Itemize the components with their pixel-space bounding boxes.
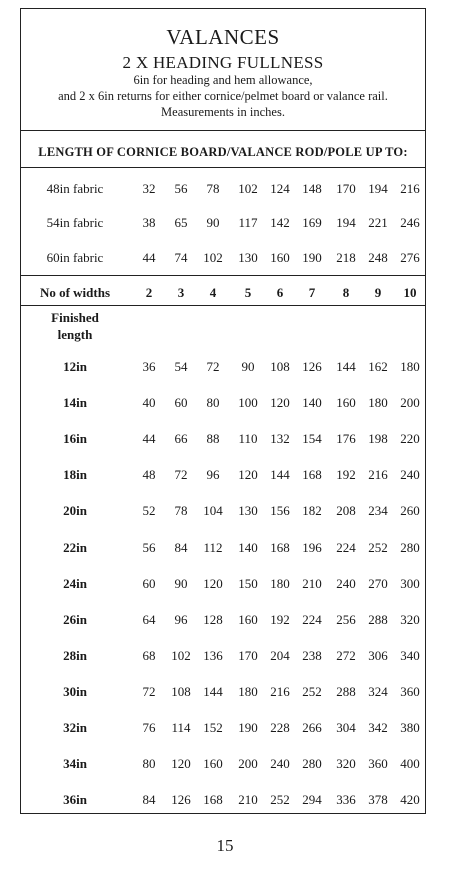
table-cell: 150 — [238, 575, 258, 591]
table-cell: 208 — [336, 503, 356, 519]
table-cell: 120 — [270, 395, 290, 411]
table-cell: 102 — [238, 181, 258, 196]
table-cell: 240 — [400, 467, 420, 483]
finished-label: Finished — [51, 310, 99, 325]
table-row — [21, 392, 425, 414]
table-cell: 194 — [368, 181, 388, 196]
table-cell: 80 — [142, 756, 156, 772]
table-cell: 198 — [368, 431, 388, 447]
table-cell: 182 — [302, 503, 322, 519]
table-cell: 276 — [400, 250, 420, 265]
finished-length-header — [21, 309, 129, 343]
table-cell: 3 — [177, 285, 185, 300]
table-cell: 78 — [174, 503, 188, 519]
table-cell: 56 — [142, 539, 156, 555]
row-label: 18in — [63, 467, 87, 483]
table-cell: 320 — [336, 756, 356, 772]
table-cell: 112 — [203, 539, 223, 555]
table-cell: 169 — [302, 215, 322, 230]
page-number: 15 — [216, 836, 234, 855]
table-cell: 104 — [203, 503, 223, 519]
table-cell: 78 — [206, 181, 220, 196]
table-cell: 272 — [336, 647, 356, 663]
table-cell: 65 — [174, 215, 188, 230]
row-label: 32in — [63, 720, 87, 735]
table-row — [21, 178, 425, 200]
row-label: 60in fabric — [46, 250, 104, 265]
table-cell: 44 — [142, 250, 156, 265]
row-label: 34in — [63, 756, 87, 772]
table-cell: 160 — [203, 756, 223, 772]
table-cell: 144 — [270, 467, 290, 483]
table-row — [21, 789, 425, 811]
table-cell: 32 — [142, 181, 156, 196]
table-cell: 224 — [336, 539, 356, 555]
table-row — [21, 500, 425, 522]
row-label: 20in — [63, 503, 87, 519]
table-cell: 142 — [270, 215, 290, 230]
table-cell: 126 — [302, 359, 322, 374]
table-cell: 288 — [336, 683, 356, 699]
table-cell: 56 — [174, 181, 188, 196]
table-row — [21, 753, 425, 775]
table-cell: 200 — [400, 395, 420, 411]
row-label: 54in fabric — [46, 215, 104, 230]
table-row — [21, 464, 425, 486]
table-cell: 170 — [238, 647, 258, 663]
table-cell: 74 — [174, 250, 188, 265]
table-cell: 294 — [302, 792, 322, 808]
table-cell: 54 — [174, 359, 188, 374]
row-label: 30in — [63, 683, 87, 699]
table-cell: 190 — [238, 720, 258, 735]
table-row — [21, 573, 425, 595]
table-cell: 218 — [336, 250, 356, 265]
table-cell: 130 — [238, 250, 258, 265]
table-cell: 80 — [206, 395, 220, 411]
page-title: VALANCES — [166, 25, 280, 49]
table-cell: 200 — [238, 756, 258, 772]
table-cell: 320 — [400, 611, 420, 627]
table-cell: 204 — [270, 647, 290, 663]
table-cell: 240 — [270, 756, 290, 772]
table-cell: 256 — [336, 611, 356, 627]
table-cell: 108 — [171, 683, 191, 699]
table-cell: 136 — [203, 647, 223, 663]
table-cell: 72 — [174, 467, 188, 483]
table-cell: 190 — [302, 250, 322, 265]
table-cell: 228 — [270, 720, 290, 735]
table-cell: 176 — [336, 431, 356, 447]
table-cell: 210 — [238, 792, 258, 808]
table-cell: 90 — [174, 575, 188, 591]
table-frame — [20, 8, 426, 814]
table-cell: 90 — [241, 359, 255, 374]
table-cell: 84 — [142, 792, 156, 808]
table-cell: 44 — [142, 431, 156, 447]
table-cell: 192 — [270, 611, 290, 627]
table-cell: 194 — [336, 215, 356, 230]
table-cell: 40 — [142, 395, 156, 411]
table-cell: 280 — [302, 756, 322, 772]
row-label: 36in — [63, 792, 87, 808]
table-cell: 38 — [142, 215, 156, 230]
table-cell: 266 — [302, 720, 322, 735]
table-cell: 48 — [142, 467, 156, 483]
table-cell: 72 — [142, 683, 156, 699]
table-cell: 100 — [238, 395, 258, 411]
table-cell: 154 — [302, 431, 322, 447]
table-cell: 378 — [368, 792, 388, 808]
table-cell: 340 — [400, 647, 420, 663]
table-row — [21, 717, 425, 739]
table-cell: 52 — [142, 503, 156, 519]
table-cell: 144 — [336, 359, 356, 374]
table-cell: 144 — [203, 683, 223, 699]
table-cell: 180 — [238, 683, 258, 699]
table-cell: 246 — [400, 215, 420, 230]
note-line-1: 6in for heading and hem allowance, — [133, 73, 313, 87]
table-cell: 280 — [400, 539, 420, 555]
divider — [21, 305, 425, 306]
table-cell: 192 — [336, 467, 356, 483]
row-label: 48in fabric — [46, 181, 104, 196]
table-cell: 260 — [400, 503, 420, 519]
table-cell: 156 — [270, 503, 290, 519]
table-cell: 180 — [270, 575, 290, 591]
table-cell: 88 — [206, 431, 220, 447]
table-cell: 140 — [238, 539, 258, 555]
table-cell: 180 — [400, 359, 420, 374]
table-cell: 128 — [203, 611, 223, 627]
table-cell: 64 — [142, 611, 156, 627]
table-cell: 2 — [145, 285, 153, 300]
table-cell: 9 — [374, 285, 382, 300]
table-cell: 240 — [336, 575, 356, 591]
table-cell: 342 — [368, 720, 388, 735]
row-label: No of widths — [39, 285, 111, 300]
row-label: 28in — [63, 647, 87, 663]
table-cell: 168 — [270, 539, 290, 555]
table-cell: 216 — [270, 683, 290, 699]
page-subtitle: 2 X HEADING FULLNESS — [122, 53, 324, 72]
table-cell: 76 — [142, 720, 156, 735]
table-cell: 36 — [142, 359, 156, 374]
divider — [21, 167, 425, 168]
table-cell: 102 — [171, 647, 191, 663]
table-cell: 120 — [171, 756, 191, 772]
table-cell: 108 — [270, 359, 290, 374]
note-line-3: Measurements in inches. — [161, 105, 285, 119]
table-cell: 400 — [400, 756, 420, 772]
table-cell: 221 — [368, 215, 388, 230]
table-cell: 168 — [302, 467, 322, 483]
table-cell: 117 — [238, 215, 258, 230]
table-cell: 324 — [368, 683, 388, 699]
table-cell: 132 — [270, 431, 290, 447]
table-cell: 160 — [270, 250, 290, 265]
table-cell: 10 — [403, 285, 417, 300]
table-cell: 304 — [336, 720, 356, 735]
table-row — [21, 609, 425, 631]
table-cell: 196 — [302, 539, 322, 555]
widths-row — [21, 282, 425, 304]
table-cell: 252 — [270, 792, 290, 808]
table-cell: 4 — [209, 285, 217, 300]
table-cell: 60 — [142, 575, 156, 591]
table-cell: 380 — [400, 720, 420, 735]
row-label: 12in — [63, 359, 87, 374]
divider — [21, 130, 425, 131]
table-cell: 126 — [171, 792, 191, 808]
table-cell: 248 — [368, 250, 388, 265]
table-cell: 220 — [400, 431, 420, 447]
table-cell: 288 — [368, 611, 388, 627]
table-cell: 148 — [302, 181, 322, 196]
table-row — [21, 681, 425, 703]
table-cell: 160 — [336, 395, 356, 411]
row-label: 16in — [63, 431, 87, 447]
table-cell: 140 — [302, 395, 322, 411]
divider — [21, 275, 425, 276]
length-label: length — [57, 327, 93, 342]
table-cell: 270 — [368, 575, 388, 591]
table-cell: 66 — [174, 431, 188, 447]
table-cell: 224 — [302, 611, 322, 627]
table-row — [21, 537, 425, 559]
table-cell: 210 — [302, 575, 322, 591]
row-label: 24in — [63, 575, 87, 591]
table-cell: 5 — [244, 285, 252, 300]
table-cell: 234 — [368, 503, 388, 519]
table-cell: 130 — [238, 503, 258, 519]
table-cell: 162 — [368, 359, 388, 374]
table-cell: 124 — [270, 181, 290, 196]
row-label: 26in — [63, 611, 87, 627]
table-cell: 336 — [336, 792, 356, 808]
table-cell: 238 — [302, 647, 322, 663]
table-cell: 90 — [206, 215, 220, 230]
table-cell: 252 — [368, 539, 388, 555]
table-cell: 152 — [203, 720, 223, 735]
table-cell: 60 — [174, 395, 188, 411]
table-cell: 160 — [238, 611, 258, 627]
table-cell: 68 — [142, 647, 156, 663]
table-cell: 300 — [400, 575, 420, 591]
note-line-2: and 2 x 6in returns for either cornice/pelmet board or valance rail. — [58, 89, 388, 103]
table-cell: 114 — [171, 720, 191, 735]
table-cell: 96 — [174, 611, 188, 627]
table-row — [21, 356, 425, 378]
table-cell: 7 — [308, 285, 316, 300]
table-row — [21, 247, 425, 269]
table-cell: 420 — [400, 792, 420, 808]
row-label: 22in — [63, 539, 87, 555]
table-cell: 120 — [203, 575, 223, 591]
table-cell: 216 — [400, 181, 420, 196]
table-cell: 252 — [302, 683, 322, 699]
table-cell: 306 — [368, 647, 388, 663]
table-cell: 8 — [342, 285, 350, 300]
table-cell: 120 — [238, 467, 258, 483]
section-title: LENGTH OF CORNICE BOARD/VALANCE ROD/POLE UP TO: — [38, 145, 408, 159]
table-cell: 6 — [276, 285, 284, 300]
table-cell: 170 — [336, 181, 356, 196]
table-cell: 72 — [206, 359, 220, 374]
table-cell: 96 — [206, 467, 220, 483]
table-row — [21, 212, 425, 234]
table-cell: 360 — [400, 683, 420, 699]
table-cell: 168 — [203, 792, 223, 808]
table-cell: 360 — [368, 756, 388, 772]
row-label: 14in — [63, 395, 87, 411]
table-cell: 180 — [368, 395, 388, 411]
table-cell: 110 — [238, 431, 258, 447]
table-row — [21, 645, 425, 667]
table-cell: 84 — [174, 539, 188, 555]
table-cell: 216 — [368, 467, 388, 483]
table-cell: 102 — [203, 250, 223, 265]
table-row — [21, 428, 425, 450]
